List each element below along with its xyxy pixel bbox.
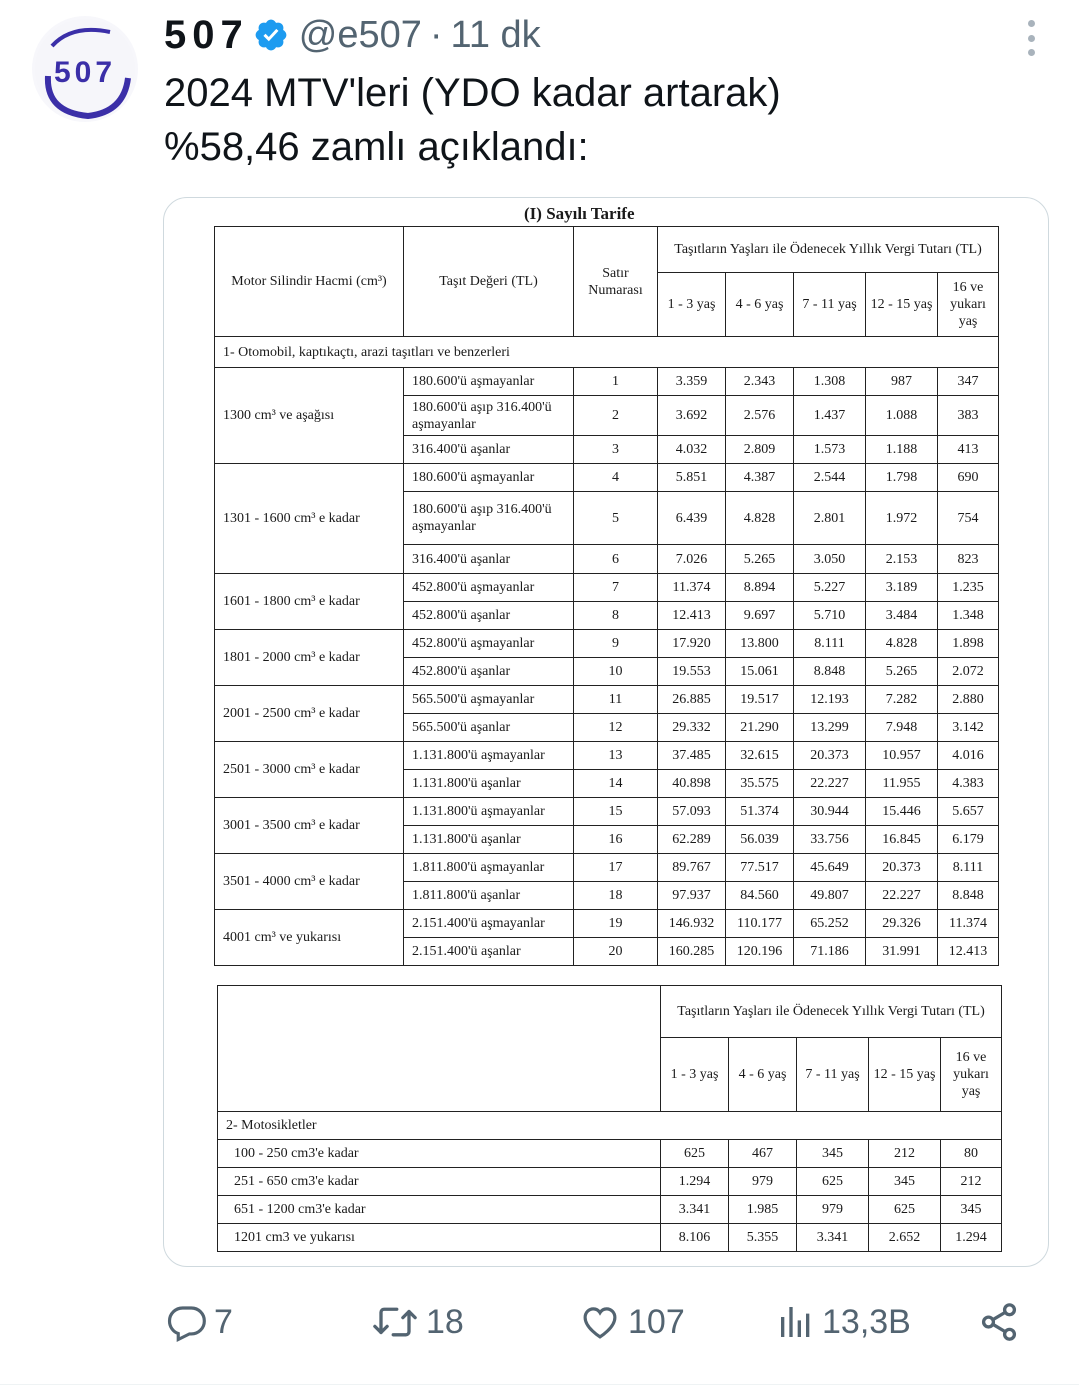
- table-row: [215, 910, 999, 938]
- tax-amount-cell: 823: [938, 545, 999, 574]
- tax-amount-cell: 2.343: [726, 368, 794, 396]
- repost-button[interactable]: [370, 1290, 464, 1354]
- tax-amount-cell: 29.332: [658, 714, 726, 742]
- tax-amount-cell: 2.809: [726, 436, 794, 464]
- header-age: 4 - 6 yaş: [726, 273, 794, 337]
- reply-icon: [166, 1301, 208, 1343]
- document-title: (I) Sayılı Tarife: [524, 204, 635, 223]
- tax-amount-cell: 56.039: [726, 826, 794, 854]
- tax-amount-cell: 690: [938, 464, 999, 492]
- tax-amount-cell: 625: [797, 1168, 869, 1196]
- tweet-text-line: 2024 MTV'leri (YDO kadar artarak): [164, 71, 781, 115]
- tax-amount-cell: 40.898: [658, 770, 726, 798]
- tax-amount-cell: 3.692: [658, 396, 726, 436]
- cc-group-cell: 1601 - 1800 cm³ e kadar: [215, 574, 404, 630]
- tax-amount-cell: 5.355: [729, 1224, 797, 1252]
- tax-amount-cell: 345: [797, 1140, 869, 1168]
- vehicle-value-cell: 565.500'ü aşanlar: [404, 714, 574, 742]
- vehicle-value-cell: 180.600'ü aşmayanlar: [404, 368, 574, 396]
- tax-amount-cell: 8.894: [726, 574, 794, 602]
- media-image[interactable]: [163, 197, 1049, 1267]
- vehicle-value-cell: 1.131.800'ü aşmayanlar: [404, 742, 574, 770]
- row-number-cell: 4: [574, 464, 658, 492]
- vehicle-value-cell: 180.600'ü aşıp 316.400'ü aşmayanlar: [404, 396, 574, 436]
- separator-dot: ·: [429, 13, 443, 56]
- row-number-cell: 18: [574, 882, 658, 910]
- author-name[interactable]: 507: [164, 12, 249, 57]
- tax-amount-cell: 12.413: [658, 602, 726, 630]
- tweet-actions: [0, 1290, 1079, 1354]
- header-age: 16 ve yukarı yaş: [938, 273, 999, 337]
- like-count: 107: [628, 1302, 685, 1341]
- tax-amount-cell: 979: [729, 1168, 797, 1196]
- header-age: 1 - 3 yaş: [661, 1038, 729, 1112]
- tax-amount-cell: 13.800: [726, 630, 794, 658]
- header-cc: Motor Silindir Hacmi (cm³): [215, 227, 404, 337]
- tax-amount-cell: 29.326: [866, 910, 938, 938]
- cc-group-cell: 3001 - 3500 cm³ e kadar: [215, 798, 404, 854]
- tax-amount-cell: 8.848: [794, 658, 866, 686]
- tax-amount-cell: 20.373: [866, 854, 938, 882]
- tax-amount-cell: 11.955: [866, 770, 938, 798]
- vehicle-value-cell: 1.131.800'ü aşanlar: [404, 826, 574, 854]
- row-number-cell: 6: [574, 545, 658, 574]
- avatar-logo-icon: [32, 16, 138, 122]
- section-title-motorcycles: 2- Motosikletler: [218, 1112, 1002, 1140]
- header-age: 16 ve yukarı yaş: [941, 1038, 1002, 1112]
- motorcycle-cc-cell: 651 - 1200 cm3'e kadar: [218, 1196, 661, 1224]
- tax-amount-cell: 20.373: [794, 742, 866, 770]
- tax-amount-cell: 4.383: [938, 770, 999, 798]
- tax-amount-cell: 754: [938, 492, 999, 545]
- tax-amount-cell: 110.177: [726, 910, 794, 938]
- tax-amount-cell: 160.285: [658, 938, 726, 966]
- row-number-cell: 8: [574, 602, 658, 630]
- vehicle-value-cell: 2.151.400'ü aşmayanlar: [404, 910, 574, 938]
- tax-amount-cell: 1.235: [938, 574, 999, 602]
- tax-amount-cell: 89.767: [658, 854, 726, 882]
- tax-amount-cell: 12.413: [938, 938, 999, 966]
- row-number-cell: 2: [574, 396, 658, 436]
- tax-amount-cell: 1.308: [794, 368, 866, 396]
- row-number-cell: 15: [574, 798, 658, 826]
- table-row: [218, 1140, 1002, 1168]
- tax-amount-cell: 97.937: [658, 882, 726, 910]
- tweet-text-line: %58,46 zamlı açıklandı:: [164, 125, 589, 169]
- tax-amount-cell: 979: [797, 1196, 869, 1224]
- tax-amount-cell: 26.885: [658, 686, 726, 714]
- tax-amount-cell: 16.845: [866, 826, 938, 854]
- vehicle-value-cell: 452.800'ü aşanlar: [404, 658, 574, 686]
- vehicle-value-cell: 452.800'ü aşmayanlar: [404, 630, 574, 658]
- verified-badge-icon: [253, 17, 289, 53]
- tax-amount-cell: 467: [729, 1140, 797, 1168]
- more-options-icon[interactable]: [1021, 20, 1041, 56]
- tax-amount-cell: 3.359: [658, 368, 726, 396]
- cc-group-cell: 1300 cm³ ve aşağısı: [215, 368, 404, 464]
- cc-group-cell: 2001 - 2500 cm³ e kadar: [215, 686, 404, 742]
- row-number-cell: 20: [574, 938, 658, 966]
- tax-amount-cell: 2.576: [726, 396, 794, 436]
- tax-amount-cell: 2.652: [869, 1224, 941, 1252]
- tax-amount-cell: 62.289: [658, 826, 726, 854]
- cc-group-cell: 1801 - 2000 cm³ e kadar: [215, 630, 404, 686]
- tax-amount-cell: 5.710: [794, 602, 866, 630]
- tax-amount-cell: 57.093: [658, 798, 726, 826]
- tax-amount-cell: 5.227: [794, 574, 866, 602]
- tax-amount-cell: 4.828: [726, 492, 794, 545]
- tax-amount-cell: 77.517: [726, 854, 794, 882]
- row-number-cell: 7: [574, 574, 658, 602]
- row-number-cell: 1: [574, 368, 658, 396]
- table-row: [215, 798, 999, 826]
- tax-amount-cell: 1.088: [866, 396, 938, 436]
- cc-group-cell: 3501 - 4000 cm³ e kadar: [215, 854, 404, 910]
- author-handle[interactable]: @e507: [298, 13, 422, 56]
- tax-amount-cell: 1.294: [661, 1168, 729, 1196]
- tax-amount-cell: 3.341: [797, 1224, 869, 1252]
- table-row: [215, 854, 999, 882]
- tax-amount-cell: 212: [869, 1140, 941, 1168]
- header-age: 1 - 3 yaş: [658, 273, 726, 337]
- tax-amount-cell: 10.957: [866, 742, 938, 770]
- row-number-cell: 16: [574, 826, 658, 854]
- tax-amount-cell: 37.485: [658, 742, 726, 770]
- tax-amount-cell: 2.880: [938, 686, 999, 714]
- tax-amount-cell: 2.544: [794, 464, 866, 492]
- tax-amount-cell: 146.932: [658, 910, 726, 938]
- views-button[interactable]: [776, 1290, 911, 1354]
- tax-amount-cell: 32.615: [726, 742, 794, 770]
- header-age: 7 - 11 yaş: [794, 273, 866, 337]
- table-row: [218, 1168, 1002, 1196]
- table-row: [215, 368, 999, 396]
- tax-amount-cell: 11.374: [658, 574, 726, 602]
- tax-amount-cell: 6.439: [658, 492, 726, 545]
- tax-amount-cell: 212: [941, 1168, 1002, 1196]
- header-age: 12 - 15 yaş: [869, 1038, 941, 1112]
- tax-amount-cell: 1.294: [941, 1224, 1002, 1252]
- row-number-cell: 11: [574, 686, 658, 714]
- tax-amount-cell: 1.188: [866, 436, 938, 464]
- motorcycle-cc-cell: 251 - 650 cm3'e kadar: [218, 1168, 661, 1196]
- tax-amount-cell: 8.106: [661, 1224, 729, 1252]
- tax-amount-cell: 13.299: [794, 714, 866, 742]
- tax-amount-cell: 15.061: [726, 658, 794, 686]
- views-count: 13,3B: [822, 1302, 911, 1341]
- tax-amount-cell: 15.446: [866, 798, 938, 826]
- tax-amount-cell: 1.985: [729, 1196, 797, 1224]
- tariff-document: [164, 198, 1048, 1266]
- vehicle-value-cell: 316.400'ü aşanlar: [404, 545, 574, 574]
- like-button[interactable]: [578, 1290, 685, 1354]
- repost-count: 18: [426, 1302, 464, 1341]
- tax-amount-cell: 4.387: [726, 464, 794, 492]
- tax-amount-cell: 19.553: [658, 658, 726, 686]
- tax-amount-cell: 80: [941, 1140, 1002, 1168]
- vehicle-value-cell: 1.811.800'ü aşanlar: [404, 882, 574, 910]
- tax-amount-cell: 21.290: [726, 714, 794, 742]
- header-age: 12 - 15 yaş: [866, 273, 938, 337]
- repost-icon: [370, 1301, 420, 1343]
- row-number-cell: 9: [574, 630, 658, 658]
- table-row: [215, 630, 999, 658]
- vehicle-value-cell: 180.600'ü aşıp 316.400'ü aşmayanlar: [404, 492, 574, 545]
- vehicle-value-cell: 565.500'ü aşmayanlar: [404, 686, 574, 714]
- tax-amount-cell: 22.227: [866, 882, 938, 910]
- tax-amount-cell: 2.801: [794, 492, 866, 545]
- tax-amount-cell: 17.920: [658, 630, 726, 658]
- tax-amount-cell: 5.265: [726, 545, 794, 574]
- tax-amount-cell: 6.179: [938, 826, 999, 854]
- tax-amount-cell: 3.189: [866, 574, 938, 602]
- tariff-table-motorcycles: [217, 985, 1002, 1252]
- tax-amount-cell: 11.374: [938, 910, 999, 938]
- vehicle-value-cell: 316.400'ü aşanlar: [404, 436, 574, 464]
- table-row: [215, 464, 999, 492]
- tax-amount-cell: 9.697: [726, 602, 794, 630]
- tax-amount-cell: 383: [938, 396, 999, 436]
- tax-amount-cell: 12.193: [794, 686, 866, 714]
- tax-amount-cell: 22.227: [794, 770, 866, 798]
- tax-amount-cell: 1.898: [938, 630, 999, 658]
- tax-amount-cell: 51.374: [726, 798, 794, 826]
- row-number-cell: 14: [574, 770, 658, 798]
- row-number-cell: 3: [574, 436, 658, 464]
- tax-amount-cell: 4.828: [866, 630, 938, 658]
- tweet-text: [164, 66, 1024, 174]
- tariff-table-cars: [214, 226, 999, 966]
- tax-amount-cell: 3.142: [938, 714, 999, 742]
- motorcycle-cc-cell: 100 - 250 cm3'e kadar: [218, 1140, 661, 1168]
- tax-amount-cell: 987: [866, 368, 938, 396]
- vehicle-value-cell: 2.151.400'ü aşanlar: [404, 938, 574, 966]
- cc-group-cell: 4001 cm³ ve yukarısı: [215, 910, 404, 966]
- vehicle-value-cell: 452.800'ü aşanlar: [404, 602, 574, 630]
- tax-amount-cell: 345: [869, 1168, 941, 1196]
- tax-amount-cell: 33.756: [794, 826, 866, 854]
- header-age-group: Taşıtların Yaşları ile Ödenecek Yıllık Vergi Tutarı (TL): [658, 227, 999, 273]
- motorcycle-cc-cell: 1201 cm3 ve yukarısı: [218, 1224, 661, 1252]
- vehicle-value-cell: 1.131.800'ü aşanlar: [404, 770, 574, 798]
- table-row: [215, 574, 999, 602]
- tweet-time[interactable]: 11 dk: [450, 13, 541, 56]
- tax-amount-cell: 2.072: [938, 658, 999, 686]
- tax-amount-cell: 625: [661, 1140, 729, 1168]
- tax-amount-cell: 45.649: [794, 854, 866, 882]
- tax-amount-cell: 1.348: [938, 602, 999, 630]
- header-age: 4 - 6 yaş: [729, 1038, 797, 1112]
- reply-count: 7: [214, 1302, 233, 1341]
- table-row: [218, 1224, 1002, 1252]
- tax-amount-cell: 413: [938, 436, 999, 464]
- tax-amount-cell: 7.948: [866, 714, 938, 742]
- tax-amount-cell: 7.026: [658, 545, 726, 574]
- tax-amount-cell: 3.050: [794, 545, 866, 574]
- header-row-no: Satır Numarası: [574, 227, 658, 337]
- tax-amount-cell: 1.798: [866, 464, 938, 492]
- tax-amount-cell: 120.196: [726, 938, 794, 966]
- tax-amount-cell: 3.341: [661, 1196, 729, 1224]
- tax-amount-cell: 49.807: [794, 882, 866, 910]
- row-number-cell: 17: [574, 854, 658, 882]
- cc-group-cell: 1301 - 1600 cm³ e kadar: [215, 464, 404, 574]
- vehicle-value-cell: 452.800'ü aşmayanlar: [404, 574, 574, 602]
- tax-amount-cell: 5.265: [866, 658, 938, 686]
- tax-amount-cell: 1.573: [794, 436, 866, 464]
- header-age: 7 - 11 yaş: [797, 1038, 869, 1112]
- tax-amount-cell: 8.111: [794, 630, 866, 658]
- tax-amount-cell: 8.111: [938, 854, 999, 882]
- cc-group-cell: 2501 - 3000 cm³ e kadar: [215, 742, 404, 798]
- tax-amount-cell: 30.944: [794, 798, 866, 826]
- header-blank: [218, 986, 661, 1112]
- tax-amount-cell: 8.848: [938, 882, 999, 910]
- tax-amount-cell: 2.153: [866, 545, 938, 574]
- vehicle-value-cell: 1.811.800'ü aşmayanlar: [404, 854, 574, 882]
- avatar-text: 507: [53, 56, 117, 89]
- reply-button[interactable]: [166, 1290, 233, 1354]
- table-row: [215, 686, 999, 714]
- table-row: [215, 742, 999, 770]
- tax-amount-cell: 3.484: [866, 602, 938, 630]
- tax-amount-cell: 4.016: [938, 742, 999, 770]
- tax-amount-cell: 31.991: [866, 938, 938, 966]
- section-title-cars: 1- Otomobil, kaptıkaçtı, arazi taşıtları ve benzerleri: [215, 337, 999, 368]
- avatar[interactable]: [32, 16, 138, 122]
- tax-amount-cell: 625: [869, 1196, 941, 1224]
- divider: [0, 1384, 1079, 1385]
- tax-amount-cell: 4.032: [658, 436, 726, 464]
- header-value: Taşıt Değeri (TL): [404, 227, 574, 337]
- header-age-group: Taşıtların Yaşları ile Ödenecek Yıllık Vergi Tutarı (TL): [661, 986, 1002, 1038]
- vehicle-value-cell: 1.131.800'ü aşmayanlar: [404, 798, 574, 826]
- tax-amount-cell: 345: [941, 1196, 1002, 1224]
- row-number-cell: 5: [574, 492, 658, 545]
- row-number-cell: 13: [574, 742, 658, 770]
- share-icon: [978, 1301, 1020, 1343]
- tweet-header: [164, 10, 1019, 60]
- tax-amount-cell: 1.972: [866, 492, 938, 545]
- row-number-cell: 10: [574, 658, 658, 686]
- tax-amount-cell: 65.252: [794, 910, 866, 938]
- share-button[interactable]: [978, 1290, 1026, 1354]
- tax-amount-cell: 347: [938, 368, 999, 396]
- vehicle-value-cell: 180.600'ü aşmayanlar: [404, 464, 574, 492]
- tax-amount-cell: 1.437: [794, 396, 866, 436]
- tax-amount-cell: 35.575: [726, 770, 794, 798]
- tax-amount-cell: 7.282: [866, 686, 938, 714]
- tax-amount-cell: 19.517: [726, 686, 794, 714]
- table-row: [218, 1196, 1002, 1224]
- row-number-cell: 19: [574, 910, 658, 938]
- like-icon: [578, 1301, 622, 1343]
- tax-amount-cell: 5.851: [658, 464, 726, 492]
- views-icon: [776, 1301, 816, 1343]
- row-number-cell: 12: [574, 714, 658, 742]
- tax-amount-cell: 84.560: [726, 882, 794, 910]
- tax-amount-cell: 5.657: [938, 798, 999, 826]
- tax-amount-cell: 71.186: [794, 938, 866, 966]
